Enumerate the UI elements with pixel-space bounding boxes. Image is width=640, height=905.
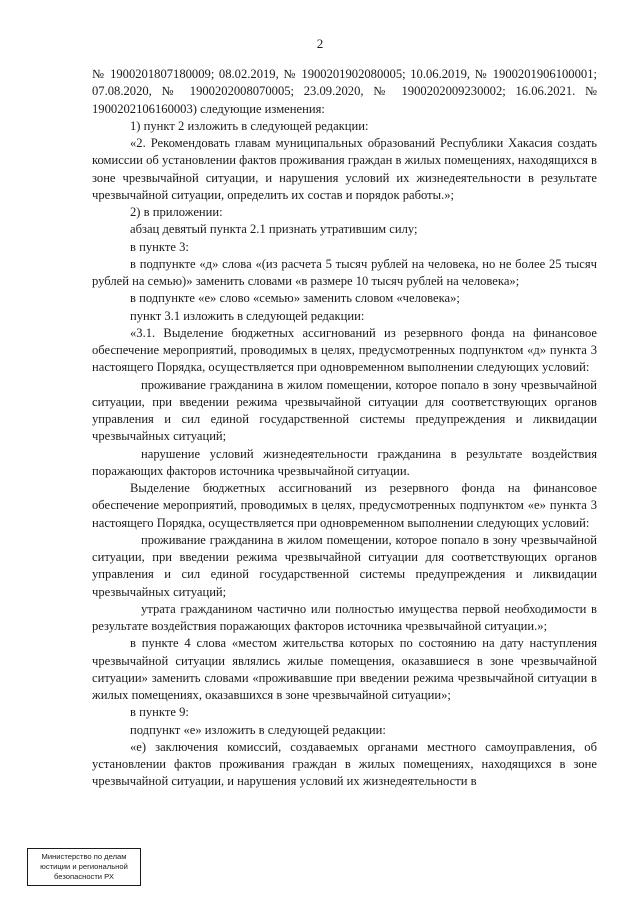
paragraph: пункт 3.1 изложить в следующей редакции: bbox=[130, 308, 365, 323]
paragraph: Выделение бюджетных ассигнований из резервного фонда на финансовое обеспечение мероприятий, проводимых в целях, предусмотренных подпунктом «е» пункта 3 настоящего Порядка, осуществляется при одновременном выполнении следующих условий: bbox=[92, 481, 597, 530]
paragraph: «2. Рекомендовать главам муниципальных образований Республики Хакасия создать комиссии об установлении фактов проживания граждан в жилых помещениях, находящихся в зоне чрезвычайной ситуации, и нарушения условий их жизнедеятельности в результате чрезвычайной ситуации, определить их состав и порядок работы.»; bbox=[92, 136, 597, 202]
stamp-line: юстиции и региональной bbox=[40, 862, 128, 871]
paragraph: подпункт «е» изложить в следующей редакции: bbox=[130, 722, 386, 737]
page-number: 2 bbox=[316, 36, 324, 51]
paragraph: «3.1. Выделение бюджетных ассигнований из резервного фонда на финансовое обеспечение мероприятий, проводимых в целях, предусмотренных подпунктом «д» пункта 3 настоящего Порядка, осуществляется при одновременном выполнении следующих условий: bbox=[92, 325, 597, 375]
ministry-stamp bbox=[27, 848, 141, 886]
paragraph: утрата гражданином частично или полностью имущества первой необходимости в результате воздействия поражающих факторов источника чрезвычайной ситуации.»; bbox=[92, 601, 597, 633]
paragraph: 1) пункт 2 изложить в следующей редакции: bbox=[130, 118, 369, 133]
paragraph: проживание гражданина в жилом помещении, которое попало в зону чрезвычайной ситуации, при введении режима чрезвычайной ситуации для соответствующих органов управления и сил единой государственной системы предупреждения и ликвидации чрезвычайных ситуаций; bbox=[92, 377, 597, 444]
paragraph: нарушение условий жизнедеятельности гражданина в результате воздействия поражающих факторов источника чрезвычайной ситуации. bbox=[92, 446, 597, 478]
stamp-line: безопасности РХ bbox=[54, 872, 114, 881]
paragraph: в пункте 3: bbox=[130, 239, 189, 254]
paragraph: абзац девятый пункта 2.1 признать утратившим силу; bbox=[130, 222, 418, 237]
paragraph: в подпункте «д» слова «(из расчета 5 тысяч рублей на человека, но не более 25 тысяч рублей на семью)» заменить словами «в размере 10 тысяч рублей на человека»; bbox=[92, 256, 597, 288]
paragraph: в пункте 4 слова «местом жительства которых по состоянию на дату наступления чрезвычайной ситуации являлись жилые помещения, оказавшиеся в зоне чрезвычайной ситуации» заменить словами «проживавшие при введении режима чрезвычайной ситуации в жилых помещениях, оказавшихся в зоне чрезвычайной ситуации»; bbox=[92, 636, 597, 702]
paragraph: № 1900201807180009; 08.02.2019, № 1900201902080005; 10.06.2019, № 1900201906100001; 07.08.2020, № 1900202008070005; 23.09.2020, № 1900202009230002; 16.06.2021. № 1900202106160003) следующие изменения: bbox=[92, 67, 597, 116]
stamp-line: Министерство по делам bbox=[41, 852, 127, 861]
paragraph: 2) в приложении: bbox=[130, 205, 223, 219]
paragraph: «е) заключения комиссий, создаваемых органами местного самоуправления, об установлении фактов проживания граждан в жилых помещениях, находящихся в зоне чрезвычайной ситуации, и нарушения условий их жизнедеятельности в bbox=[92, 739, 597, 789]
paragraph: в пункте 9: bbox=[130, 705, 189, 720]
paragraph: проживание гражданина в жилом помещении, которое попало в зону чрезвычайной ситуации, при введении режима чрезвычайной ситуации для соответствующих органов управления и сил единой государственной системы предупреждения и ликвидации чрезвычайных ситуаций; bbox=[92, 532, 597, 599]
document-body bbox=[92, 66, 597, 791]
paragraph: в подпункте «е» слово «семью» заменить словом «человека»; bbox=[130, 291, 460, 306]
